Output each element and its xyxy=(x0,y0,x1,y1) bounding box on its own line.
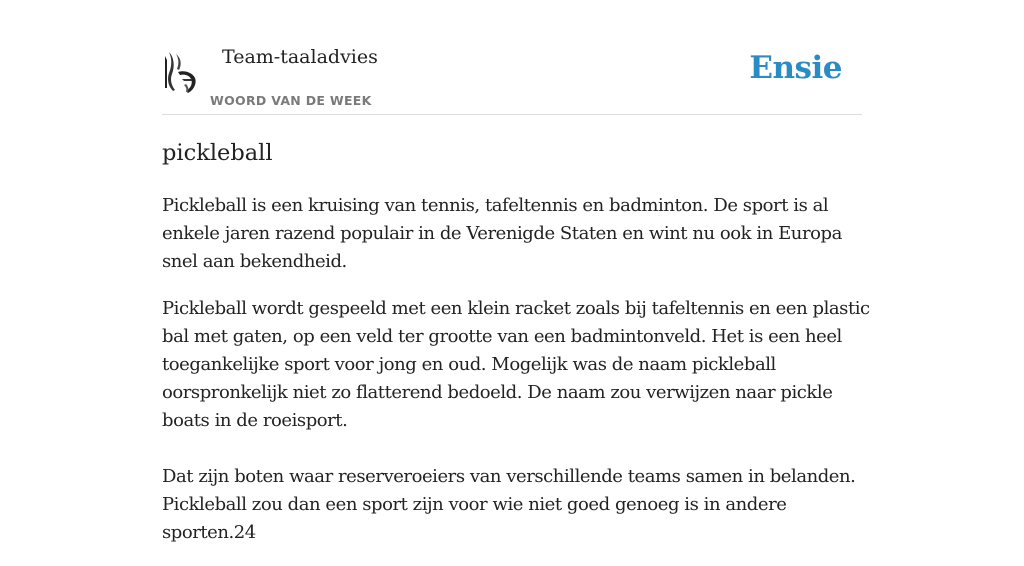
paragraph: Pickleball is een kruising van tennis, tafeltennis en badminton. De sport is al enkele jaren razend populair in de Verenigde Staten en wint nu ook in Europa snel aan bekendheid. xyxy=(162,195,842,272)
header-divider xyxy=(162,114,862,115)
article-body xyxy=(162,192,874,566)
word-card xyxy=(162,0,870,543)
lion-logo-icon xyxy=(162,48,198,96)
word-title: pickleball xyxy=(162,140,273,166)
brand-logo[interactable]: Ensie xyxy=(749,50,842,86)
paragraph: Dat zijn boten waar reserveroeiers van verschillende teams samen in belanden. Pickleball zou dan een sport zijn voor wie niet goed genoeg is in andere sporten.24 xyxy=(162,466,856,543)
paragraph: Pickleball wordt gespeeld met een klein racket zoals bij tafeltennis en een plastic bal met gaten, op een veld ter grootte van een badmintonveld. Het is een heel toegankelijke sport voor jong en oud. Mogelijk was de naam pickleball oorspronkelijk niet zo flatterend bedoeld. De naam zou verwijzen naar pickle boats in de roeisport. xyxy=(162,298,870,431)
category-label: WOORD VAN DE WEEK xyxy=(210,93,372,108)
author-name[interactable]: Team-taaladvies xyxy=(222,46,378,68)
